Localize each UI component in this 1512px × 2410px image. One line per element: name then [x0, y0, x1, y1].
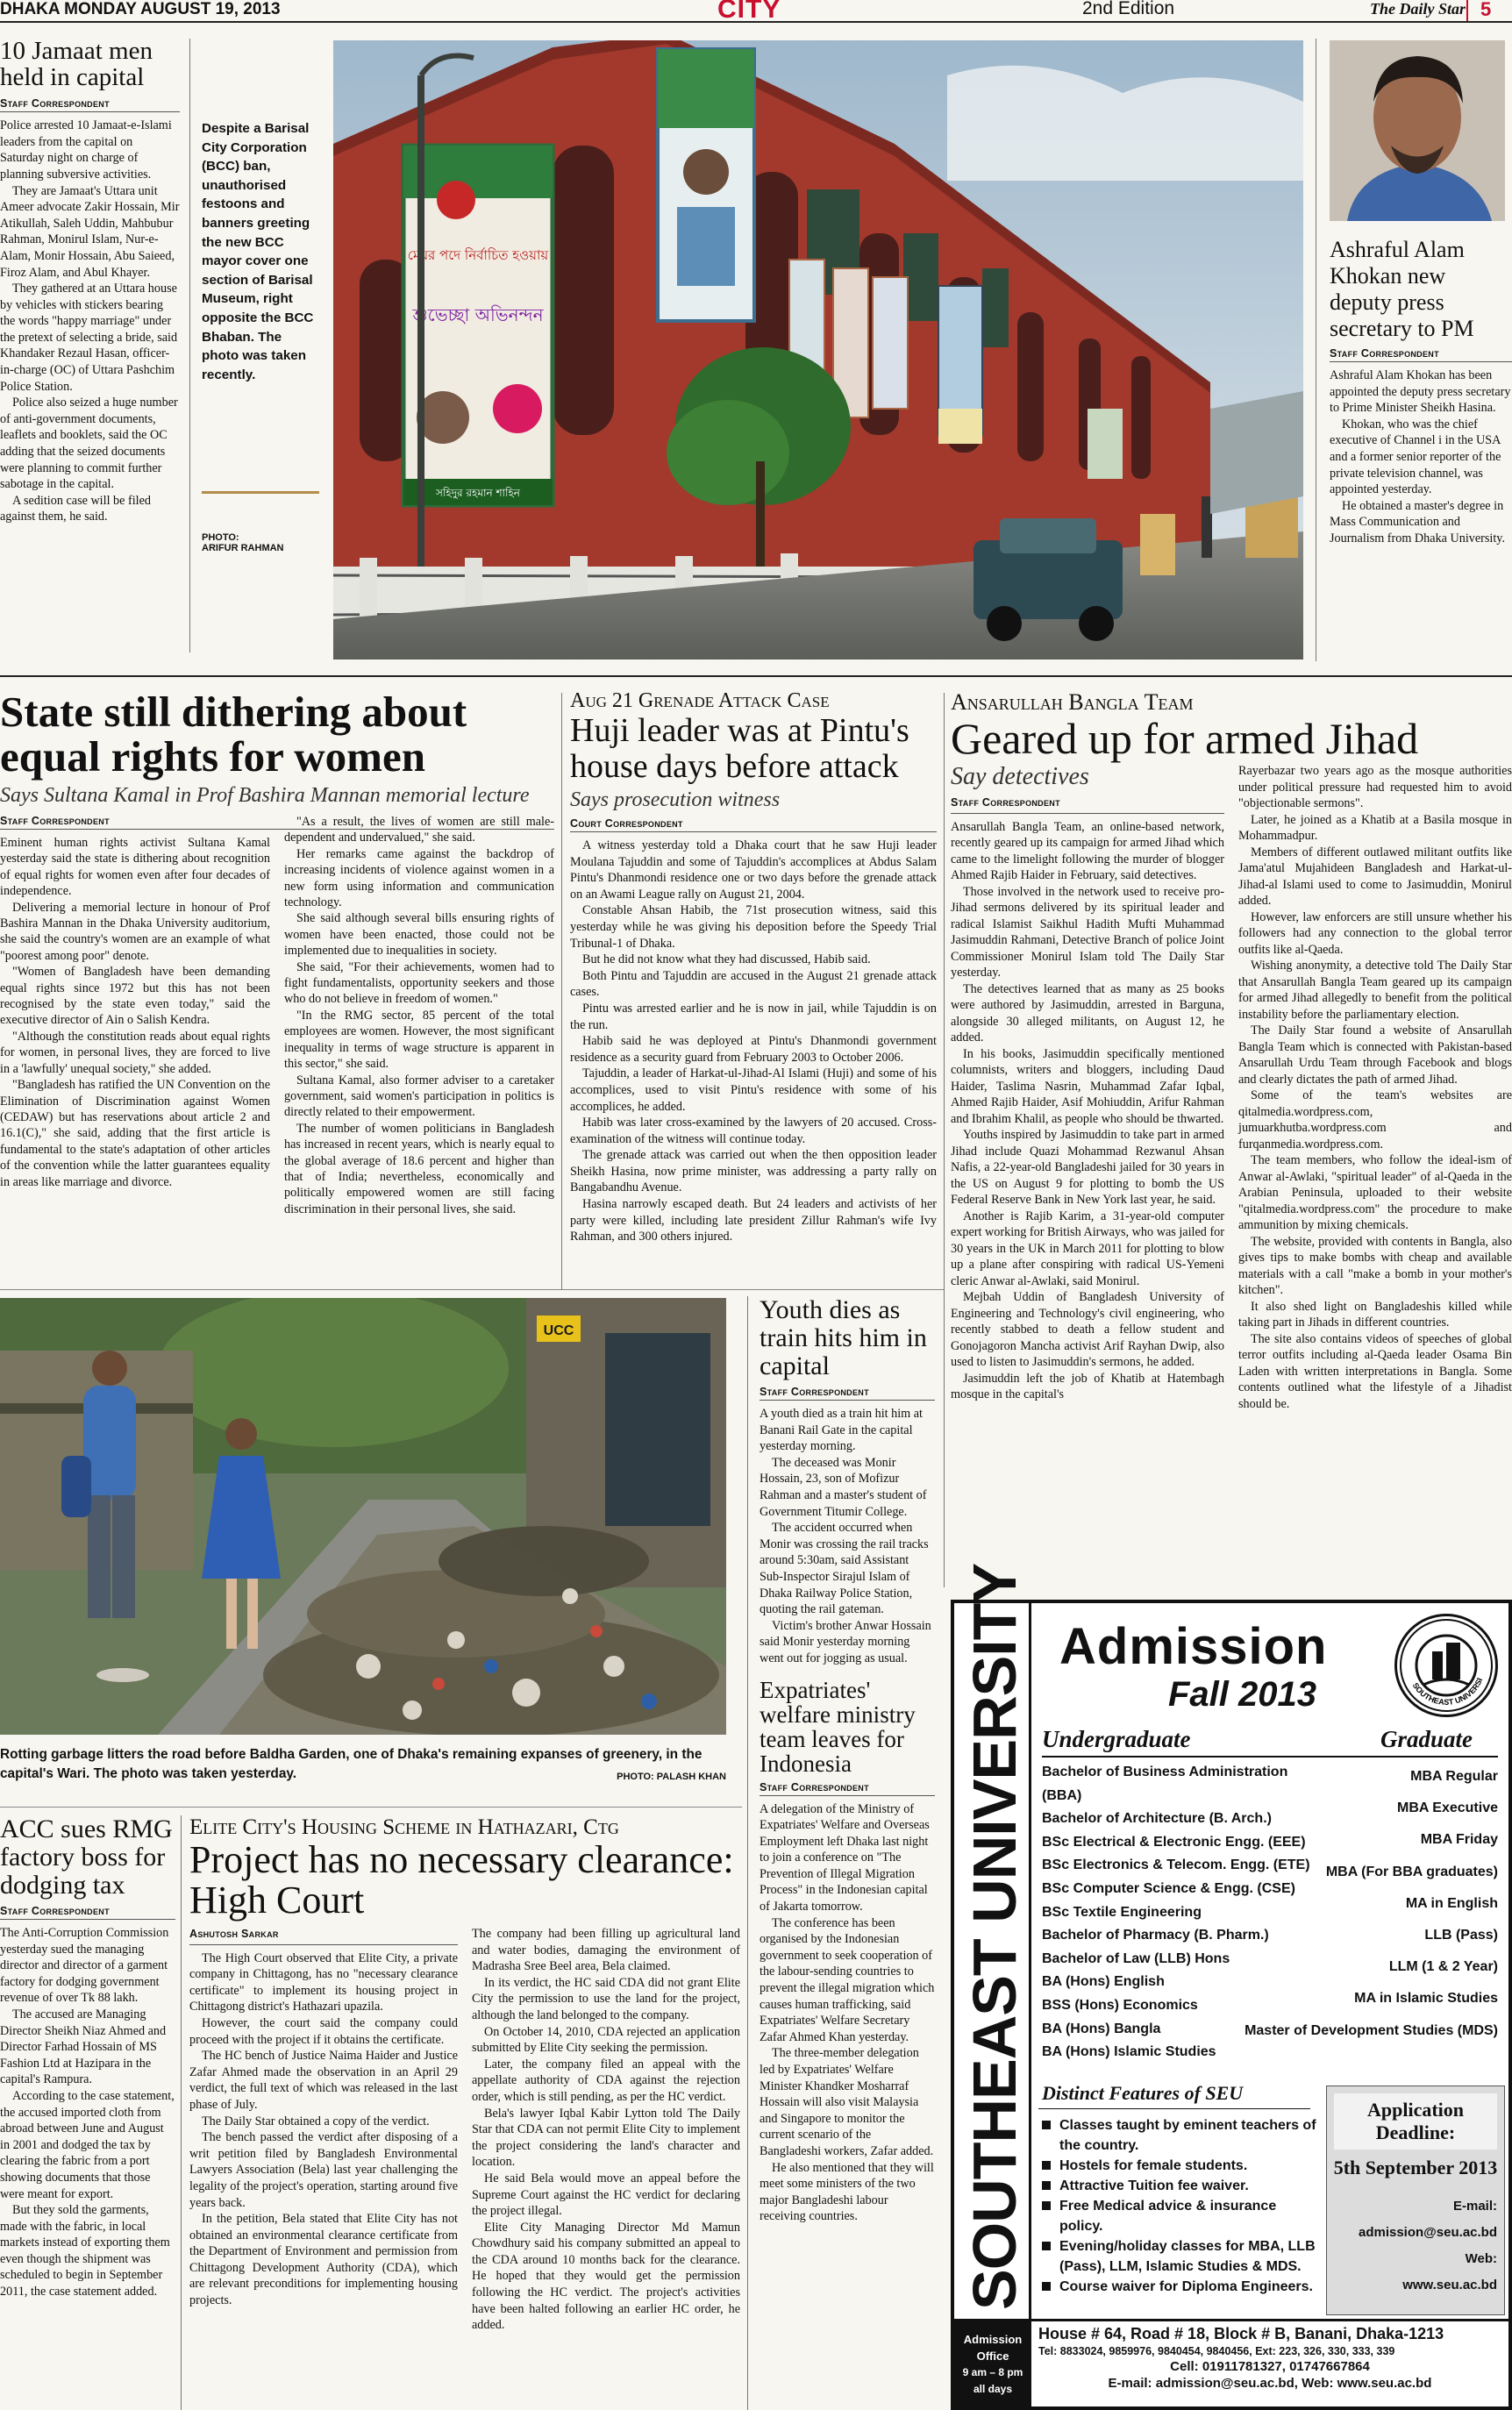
headline: ACC sues RMG factory boss for dodging tax	[0, 1815, 173, 1900]
para: But they sold the garments, made with the fabric, in local markets instead of exporting them even though the shipment was scheduled to begin in September 2011, the case statement added.	[0, 2203, 170, 2299]
para: Ansarullah Bangla Team, an online-based network, recently geared up its campaign for armed Jihad which came to the limelight following the murder of blogger Ahmed Rajib Haider in February, said detectives.	[951, 819, 1224, 882]
column-rule	[944, 693, 945, 1587]
article-acc	[0, 1815, 175, 2300]
article-body	[0, 118, 180, 525]
ad-text: BA (Hons) Islamic Studies	[1042, 2044, 1216, 2060]
para: The team members, who follow the ideal-ism of Anwar al-Awlaki, "spiritual leader" of al-Qaeda in the Arabian Peninsula, uploaded to their website "qitalmedia.wordpress.com" the procedure to make ammunition by mixing chemicals.	[1238, 1153, 1512, 1232]
para: Habib said he was deployed at Pintu's Dhanmondi government residence as a security guard from February 2003 to October 2006.	[570, 1034, 937, 1065]
para: The grenade attack was carried out when the then opposition leader Sheikh Hasina, now prime minister, was addressing a party rally on Bangabandhu Avenue.	[570, 1148, 937, 1195]
ad-text: Free Medical advice & insurance policy.	[1040, 2196, 1317, 2236]
article-body	[570, 838, 937, 1245]
ad-text: BSc Electrical & Electronic Engg. (EEE)	[1042, 1834, 1306, 1850]
ad-vertical-banner	[954, 1563, 1031, 2319]
byline: Staff Correspondent	[760, 1386, 935, 1401]
para: The accident occurred when Monir was crossing the rail tracks around 5:30am, said Assistant Sub-Inspector Sirajul Islam of Dhaka Railway Police Station, quoting the rail gateman.	[760, 1521, 929, 1617]
para: The site also contains videos of speeches of global terror outfits including al-Qaeda leader Osama Bin Laden with written interpretations in Bangla. Some contents outlined what the lifestyle of a Jihadist should be.	[1238, 1331, 1512, 1411]
deck: Says prosecution witness	[570, 788, 781, 811]
svg-text:সহিদুর রহমান শাহিন: সহিদুর রহমান শাহিন	[436, 487, 520, 499]
undergraduate-label: Undergraduate	[1042, 1726, 1191, 1752]
university-name: SOUTHEAST UNIVERSITY	[960, 1563, 1029, 2310]
caption-text: Rotting garbage litters the road before Baldha Garden, one of Dhaka's remaining expanses of greenery, in the capital's Wari. The photo was taken yesterday.	[0, 1747, 703, 1781]
para: Constable Ahsan Habib, the 71st prosecution witness, said this yesterday while he was giving his deposition before the Speedy Trial Tribunal-1 of Dhaka.	[570, 903, 937, 951]
para: Tajuddin, a leader of Harkat-ul-Jihad-Al Islami (Huji) and some of his accomplices, used to visit Pintu's residence with some of his accomplices, he added.	[570, 1066, 937, 1114]
deadline-date: 5th September 2013	[1333, 2157, 1498, 2178]
article-body	[1330, 367, 1512, 547]
para: The deceased was Monir Hossain, 23, son of Mofizur Rahman and a master's student of Government Titumir College.	[760, 1455, 927, 1519]
para: Ashraful Alam Khokan has been appointed the deputy press secretary to Prime Minister Sheikh Hasina.	[1330, 368, 1511, 416]
photo-credit: PHOTO: ARIFUR RAHMAN	[202, 532, 284, 554]
column-2	[284, 814, 554, 1217]
features-list	[1040, 2115, 1317, 2297]
para: The HC bench of Justice Naima Haider and Justice Zafar Ahmed made the observation in an April 29 verdict, the full text of which was released in the last phase of July.	[189, 2049, 458, 2112]
ad-southeast-university	[951, 1563, 1512, 2410]
caption-rule	[202, 491, 319, 494]
column-rule	[181, 1815, 182, 2410]
byline: Staff Correspondent	[760, 1781, 935, 1796]
para: The three-member delegation led by Expatriates' Welfare Minister Khandker Mosharraf Hossain will also visit Malaysia and Singapore to monitor the current scenario of the Bangladeshi workers, Zafar added.	[760, 2046, 934, 2158]
para: Jasimuddin left the job of Khatib at Hatembagh mosque in the capital's	[951, 1371, 1224, 1401]
column-rule	[561, 693, 562, 1289]
deadline-box	[1326, 2086, 1505, 2315]
para: They are Jamaat's Uttara unit Ameer advocate Zakir Hossain, Mir Atikullah, Saleh Uddin, Mahbubur Rahman, Monirul Islam, Nur-e-Alam, Monir Hossain, Abu Saieed, Firoz Alam, and Abul Khayer.	[0, 183, 180, 280]
cell: Cell: 01911781327, 01747667864	[1170, 2359, 1370, 2374]
article-elite-city	[189, 1815, 740, 2334]
section-rule	[0, 1289, 944, 1290]
article-youth-train	[760, 1296, 935, 2225]
para: Khokan, who was the chief executive of Channel i in the USA and a former senior reporter of the private television channel, was appointed yesterday.	[1330, 417, 1501, 497]
para: Pintu was arrested earlier and he is now in jail, while Tajuddin is on the run.	[570, 1001, 937, 1032]
address: House # 64, Road # 18, Block # B, Banani, Dhaka-1213	[1038, 2325, 1444, 2342]
para: A sedition case will be filed against them, he said.	[0, 493, 151, 524]
ad-text: MBA Regular	[1410, 1769, 1498, 1784]
headline: Project has no necessary clearance: High Court	[189, 1838, 734, 1922]
deck: Say detectives	[951, 763, 1089, 790]
para: In its verdict, the HC said CDA did not grant Elite City the permission to use the land for the project, although the land belonged to the company.	[472, 1975, 740, 2022]
para: Her remarks came against the backdrop of increasing incidents of violence against women in a new form using information and communication technology.	[284, 846, 554, 910]
ad-text: MBA Executive	[1397, 1800, 1498, 1816]
ad-text: www.seu.ac.bd	[1402, 2278, 1497, 2292]
para: Some of the team's websites are qitalmedia.wordpress.com, jumuarkhutba.wordpress.com and furqanmedia.wordpress.com.	[1238, 1088, 1512, 1152]
ad-text: Course waiver for Diploma Engineers.	[1040, 2277, 1317, 2297]
byline: Staff Correspondent	[951, 795, 1224, 814]
masthead-logo: The Daily Star	[1370, 0, 1466, 18]
ad-text: Bachelor of Law (LLB) Hons	[1042, 1950, 1230, 1966]
features-rule	[1038, 2108, 1310, 2109]
article-body	[951, 763, 1512, 1412]
section-rule	[0, 675, 1512, 677]
para: Habib was later cross-examined by the lawyers of 20 accused. Cross-examination of the witness will continue today.	[570, 1116, 937, 1146]
ad-text: Hostels for female students.	[1040, 2156, 1317, 2176]
byline: Staff Correspondent	[0, 1905, 175, 1920]
para: Delivering a memorial lecture in honour of Prof Bashira Mannan in the Dhaka University auditorium, she said the country's women are an example of what "poorest among poor" denote.	[0, 900, 270, 963]
para: The website, provided with contents in Bangla, also gives tips to make bombs with cheap and available materials with a call "make a bomb in your mother's kitchen".	[1238, 1234, 1512, 1297]
para: The High Court observed that Elite City, a private company in Chittagong, has no "necessary clearance certificate" to implement its housing project in Chittagong district's Hathazari upazila.	[189, 1950, 458, 2014]
column-1	[189, 1926, 458, 2334]
article-women-rights	[0, 689, 554, 1217]
article-jamaat	[0, 39, 180, 525]
para: The conference has been organised by the Indonesian government to seek cooperation of the labour-sending countries to prevent the illegal migration which causes human trafficking, said Expatriates' Welfare Secretary Zafar Ahmed Khan yesterday.	[760, 1915, 935, 2044]
para: Hasina narrowly escaped death. But 24 leaders and activists of her party were killed, including late president Zillur Rahman's wife Ivy Rahman, and 300 others injured.	[570, 1197, 937, 1244]
section-rule	[0, 1807, 742, 1808]
article-jihad	[951, 689, 1512, 1412]
ad-text: BSc Electronics & Telecom. Engg. (ETE)	[1042, 1857, 1310, 1873]
kicker: Elite City's Housing Scheme in Hathazari, Ctg	[189, 1815, 619, 1839]
headline: Expatriates' welfare ministry team leaves for Indonesia	[760, 1676, 916, 1777]
para: Later, he joined as a Khatib at a Basila mosque in Mohammadpur.	[1238, 812, 1512, 843]
para: Police also seized a huge number of anti-government documents, leaflets and booklets, said the OC adding that the seized documents were planning to commit further sabotage in the capital.	[0, 396, 178, 492]
photo-caption-garbage	[0, 1745, 726, 1784]
para: "Although the constitution reads about equal rights for women, in personal lives, they are forced to live in a 'lawfully' unequal society," she added.	[0, 1029, 270, 1076]
ad-text: MBA Friday	[1420, 1832, 1498, 1848]
para: The Daily Star obtained a copy of the verdict.	[202, 2114, 430, 2128]
barisal-museum-image	[333, 40, 1303, 660]
article-body-expat	[760, 1801, 935, 2225]
para: The company had been filling up agricultural land and water bodies, damaging the environment of Madrasha Sree Beel area, Bela claimed.	[472, 1927, 740, 1974]
ad-text: Attractive Tuition fee waiver.	[1040, 2176, 1317, 2196]
para: The detectives learned that as many as 25 books were authored by Jasimuddin, arrested in Barguna, alongside 30 alleged militants, on August 12, he added.	[951, 981, 1224, 1045]
para: He also mentioned that they will meet some ministers of the two major Bangladeshi labour receiving countries.	[760, 2160, 934, 2224]
para: The accused are Managing Director Sheikh Niaz Ahmed and Director Farhad Hossain of MS Fashion Ltd at Hazipara in the capital's Rampura.	[0, 2007, 167, 2087]
headline: Huji leader was at Pintu's house days before attack	[570, 712, 909, 785]
para: Wishing anonymity, a detective told The Daily Star that Ansarullah Bangla Team geared up its campaign for armed Jihad allegedly to benefit from the political instability before the parliamentary election.	[1238, 959, 1512, 1022]
para: He obtained a master's degree in Mass Communication and Journalism from Dhaka University.	[1330, 498, 1506, 545]
photo-barisal-museum	[333, 40, 1303, 660]
para: "In the RMG sector, 85 percent of the total employees are women. However, the most significant inequality in terms of wage structure is apparent in this sector," she said.	[284, 1008, 554, 1072]
kicker: Aug 21 Grenade Attack Case	[570, 689, 830, 712]
para: "As a result, the lives of women are still male-dependent and undervalued," she said.	[284, 815, 554, 845]
ad-text: MBA (For BBA graduates)	[1325, 1864, 1498, 1879]
para: "Bangladesh has ratified the UN Convention on the Elimination of Discrimination against Women (CEDAW) but has reservations about article 2 and 16.1(C)," she said, adding that the first article is fundamental to the state's adaptation of other articles of the convention while the latter guarantees equality in areas like marriage and divorce.	[0, 1078, 270, 1189]
ad-text: admission@seu.ac.bd	[1358, 2225, 1497, 2240]
para: Elite City Managing Director Md Mamun Chowdhury said his company submitted an appeal to the CDA around 10 months back for the clearance. He hoped that they would get the permission following the HC verdict. The project's activities have been halted following an earlier HC order, he added.	[472, 2220, 740, 2333]
para: However, law enforcers are still unsure whether his followers had any connection to the global terror outfits like al-Qaeda.	[1238, 909, 1512, 957]
page-number: 5	[1480, 0, 1492, 20]
para: He said Bela would move an appeal before the Supreme Court against the HC verdict for declaring the project illegal.	[472, 2171, 740, 2219]
admission-office-box	[954, 2319, 1031, 2406]
deck: Says Sultana Kamal in Prof Bashira Mannan memorial lecture	[0, 784, 530, 807]
ad-text: BSc Textile Engineering	[1042, 1904, 1202, 1920]
ad-text: MA in Islamic Studies	[1354, 1991, 1498, 2007]
para: Mejbah Uddin of Bangladesh University of Engineering and Technology's civil engineering, who recently stabbed to death a fellow student and Gonojagoron Mancha activist Arif Rayhan Dwip, also used to listen to Jasimuddin's sermons, he added.	[951, 1290, 1224, 1369]
para: Rayerbazar two years ago as the mosque authorities under political pressure had requested him to avoid "objectionable sermons".	[1238, 764, 1512, 810]
para: Both Pintu and Tajuddin are accused in the August 21 grenade attack cases.	[570, 968, 937, 1000]
ad-text: Admission Office	[963, 2333, 1023, 2363]
ad-text: MA in English	[1405, 1895, 1498, 1911]
ad-text: Classes taught by eminent teachers of the country.	[1040, 2115, 1317, 2156]
para: But he did not know what they had discussed, Habib said.	[582, 952, 871, 967]
ad-text: BA (Hons) English	[1042, 1974, 1165, 1990]
photo-caption-barisal	[202, 119, 319, 553]
para: According to the case statement, the accused imported cloth from abroad between June and August in 2001 and dodged the tax by clearing the fabric from a port showing documents that those were meant for export.	[0, 2088, 175, 2201]
ad-divider	[1042, 1756, 1498, 1758]
deadline-label: Application Deadline:	[1334, 2093, 1497, 2150]
para: The number of women politicians in Bangladesh has increased in recent years, which is nearly equal to the global average of 18.6 percent and higher than that of India; nevertheless, economically and politically empowered women are still facing discrimination in their personal lives, she said.	[284, 1121, 554, 1216]
kicker: Ansarullah Bangla Team	[951, 689, 1194, 715]
para: The Anti-Corruption Commission yesterday sued the managing director and director of a garment factory for dodging government revenue of over Tk 88 lakh.	[0, 1926, 169, 2006]
ad-text: BA (Hons) Bangla	[1042, 2021, 1161, 2036]
ad-text: E-mail:	[1452, 2199, 1497, 2214]
article-huji	[570, 689, 937, 1245]
svg-text:UCC: UCC	[543, 1323, 574, 1338]
edition-label: 2nd Edition	[1082, 0, 1175, 18]
para: Sultana Kamal, also former adviser to a caretaker government, said women's participation in politics is directly related to their empowerment.	[284, 1073, 554, 1120]
headline: Geared up for armed Jihad	[951, 714, 1419, 763]
graduate-label: Graduate	[1380, 1726, 1473, 1752]
university-seal	[1394, 1614, 1498, 1717]
para: On October 14, 2010, CDA rejected an application submitted by Elite City seeking the permission.	[472, 2024, 740, 2056]
section-title: CITY	[717, 0, 781, 24]
dateline: DHAKA MONDAY AUGUST 19, 2013	[0, 0, 281, 18]
ad-text: all days	[973, 2383, 1013, 2395]
byline: Staff Correspondent	[0, 815, 554, 830]
garbage-image	[0, 1298, 726, 1735]
column-2	[1238, 763, 1512, 1412]
caption-text: Despite a Barisal City Corporation (BCC) ban, unauthorised festoons and banners greeting the new BCC mayor cover one section of Barisal Museum, right opposite the BCC Bhaban. The photo was taken recently.	[202, 121, 314, 382]
para: A delegation of the Ministry of Expatriates' Welfare and Overseas Employment left Dhaka last night to join a conference on "The Prevention of Illegal Migration Process" in the Indonesian capital of Jakarta tomorrow.	[760, 1801, 930, 1914]
para: A witness yesterday told a Dhaka court that he saw Huji leader Moulana Tajuddin and some of Tajuddin's accomplices at Abdus Salam Pintu's Dhanmondi residence one or two days before the grenade attack on an Awami League rally on August 21, 2004.	[570, 838, 937, 902]
photo-garbage	[0, 1298, 726, 1735]
headline: 10 Jamaat men held in capital	[0, 37, 153, 91]
para: The Daily Star found a website of Ansarullah Bangla Team which is connected with Pakistan-based Ansarullah Urdu Team through Facebook and blogs and clearly dictates the path of armed Jihad.	[1238, 1023, 1512, 1087]
ad-text: Web:	[1465, 2251, 1497, 2266]
para: Later, the company filed an appeal with the appellate authority of CDA against the rejection order, which is still pending, as per the HC verdict.	[472, 2057, 740, 2104]
ad-title: Admission	[1059, 1618, 1328, 1675]
column-rule	[189, 39, 190, 652]
column-2	[472, 1926, 740, 2334]
byline: Staff Correspondent	[0, 97, 180, 112]
headline: Youth dies as train hits him in capital	[760, 1295, 927, 1380]
para: Victim's brother Anwar Hossain said Monir yesterday morning went out for jogging as usual.	[760, 1618, 931, 1665]
ad-text: Evening/holiday classes for MBA, LLB (Pass), LLM, Islamic Studies & MDS.	[1040, 2236, 1317, 2277]
svg-text:শুভেচ্ছা অভিনন্দন: শুভেচ্ছা অভিনন্দন	[412, 304, 544, 325]
page-header	[0, 0, 1512, 23]
column-rule	[747, 1296, 748, 2410]
ad-subtitle: Fall 2013	[1168, 1675, 1317, 1714]
para: However, the court said the company could proceed with the project if it obtains the certificate.	[189, 2015, 458, 2047]
header-divider	[1466, 0, 1468, 21]
para: Police arrested 10 Jamaat-e-Islami leaders from the capital on Saturday night on charge of planning subversive activities.	[0, 118, 172, 182]
portrait-photo	[1330, 40, 1505, 221]
para: Another is Rajib Karim, a 31-year-old computer expert working for British Airways, who was jailed for 30 years in the UK in March 2011 for plotting to blow up a plane after conspiring with radical US-Yemeni cleric Anwar al-Awlaki, said Monirul.	[951, 1209, 1224, 1288]
para: Bela's lawyer Iqbal Kabir Lytton told The Daily Star that CDA can not permit Elite City to implement the project considering the land's character and location.	[472, 2106, 740, 2170]
para: Youths inspired by Jasimuddin to take part in armed Jihad include Quazi Mohammad Rezwanul Ahsan Nafis, a 22-year-old Bangladeshi jailed for 30 years in the US on August 9 for plotting to bomb the US Federal Reserve Bank in New York last year, he said.	[951, 1128, 1224, 1207]
ad-text: LLM (1 & 2 Year)	[1388, 1959, 1498, 1975]
byline: Court Correspondent	[570, 817, 937, 832]
svg-text:মেয়র পদে নির্বাচিত হওয়ায়: মেয়র পদে নির্বাচিত হওয়ায়	[407, 247, 549, 263]
para: She said although several bills ensuring rights of women have been enacted, those could not be implemented due to inequalities in society.	[284, 911, 554, 959]
features-label: Distinct Features of SEU	[1042, 2082, 1244, 2104]
para: She said, "For their achievements, women had to fight fundamentalists, opportunity seekers and those who do not believe in freedom of women."	[284, 959, 554, 1007]
para: The bench passed the verdict after disposing of a writ petition filed by Bangladesh Environmental Lawyers Association (Bela) last year challenging the legality of the project's operation, starting around five years back.	[189, 2130, 458, 2210]
contact-block	[1359, 2193, 1497, 2299]
column-1	[0, 835, 270, 1217]
para: They gathered at an Uttara house by vehicles with stickers bearing the words "happy marriage" under the pretext of selecting a bride, said Khandaker Rezaul Hasan, officer-in-charge (OC) of Uttara Pashchim Police Station.	[0, 282, 178, 394]
article-body	[0, 1925, 175, 2300]
ad-text: BSS (Hons) Economics	[1042, 1997, 1198, 2013]
headline: Ashraful Alam Khokan new deputy press secretary to PM	[1330, 237, 1474, 341]
ad-text: Master of Development Studies (MDS)	[1245, 2022, 1498, 2038]
para: A youth died as a train hit him at Banani Rail Gate in the capital yesterday morning.	[760, 1407, 923, 1454]
ad-text: SOUTHEAST UNIVERSI	[1410, 1676, 1485, 1707]
article-body	[760, 1406, 935, 1667]
ad-text: Bachelor of Architecture (B. Arch.)	[1042, 1811, 1272, 1827]
ad-text: 9 am – 8 pm	[962, 2366, 1023, 2378]
article-khokan	[1330, 40, 1512, 547]
ad-text: Bachelor of Pharmacy (B. Pharm.)	[1042, 1928, 1269, 1943]
para: "Women of Bangladesh have been demanding equal rights since 1972 but this has not been recognised by the state even today," said the executive director of Ain o Salish Kendra.	[0, 965, 270, 1028]
byline: Staff Correspondent	[1330, 347, 1512, 362]
para: In his books, Jasimuddin specifically mentioned columnists, writers and bloggers, including Daud Haider, Taslima Nasrin, Muhammad Zafar Iqbal, Ahmed Rajib Haider, Asif Mohiuddin, Arifur Rahman and Ibrahim Khalil, as people who should be thwarted.	[951, 1046, 1224, 1126]
para: Eminent human rights activist Sultana Kamal yesterday said the state is dithering about recognition of equal rights for women even after four decades of independence.	[0, 836, 270, 899]
ad-text: LLB (Pass)	[1424, 1928, 1498, 1943]
ad-text: BSc Computer Science & Engg. (CSE)	[1042, 1880, 1295, 1896]
para: Members of different outlawed militant outfits like Jama'atul Mujahideen Bangladesh and Harkat-ul-Jihad-al Islami used to come to Jasimuddin, Monirul added.	[1238, 845, 1512, 908]
para: In the petition, Bela stated that Elite City has not obtained an environmental clearance certificate from the Department of Environment and permission from Chittagong Development Authority (CDA), which are relevant preconditions for implementing housing projects.	[189, 2212, 458, 2308]
article-body	[189, 1926, 740, 2334]
email-web: E-mail: admission@seu.ac.bd, Web: www.seu.ac.bd	[1108, 2376, 1432, 2391]
ad-text: Bachelor of Business Administration (BBA)	[1042, 1765, 1288, 1803]
grad-program-list	[1244, 1761, 1498, 2047]
telephone: Tel: 8833024, 9859976, 9840454, 9840456, Ext: 223, 326, 330, 333, 339	[1038, 2345, 1395, 2357]
seal-icon	[1397, 1616, 1495, 1715]
byline: Ashutosh Sarkar	[189, 1926, 458, 1945]
para: It also shed light on Bangladeshis killed while taking part in Jihads in different countries.	[1238, 1299, 1512, 1330]
para: Those involved in the network used to receive pro-Jihad sermons delivered by its spiritual leader and radical Islamist Saikhul Hadith Mufti Muhammad Jasimuddin Rahmani, Detective Branch of police Joint Commissioner Monirul Islam told The Daily Star yesterday.	[951, 884, 1224, 980]
address-block	[1031, 2319, 1508, 2406]
headline: State still dithering about equal rights for women	[0, 688, 467, 781]
column-1	[951, 763, 1224, 1412]
photo-credit: PHOTO: PALASH KHAN	[617, 1772, 726, 1782]
portrait-image	[1330, 40, 1505, 221]
